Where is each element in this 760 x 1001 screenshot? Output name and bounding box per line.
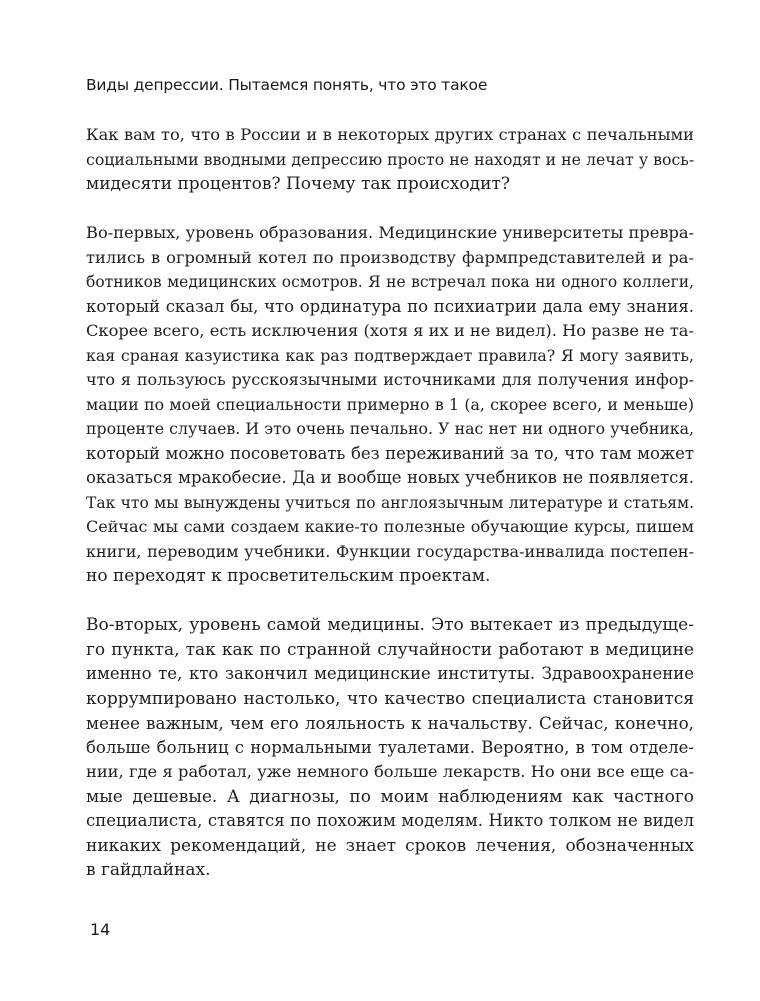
text-line: который можно посоветовать без переживаний за то, что там может — [86, 443, 694, 463]
text-line: го пункта, так как по странной случайности работают в медицине — [86, 639, 694, 660]
text-line: мые дешевые. А диагнозы, по моим наблюдениям как частного — [86, 786, 694, 807]
text-line: но переходят к просветительским проектам. — [86, 566, 491, 586]
text-line: мации по моей специальности примерно в 1 (а, скорее всего, и меньше) — [86, 394, 694, 414]
text-line: кая сраная казуистика как раз подтверждает правила? Я могу заявить, — [86, 345, 694, 365]
paragraph-2 — [86, 221, 694, 589]
text-line: нии, где я работал, уже немного больше лекарств. Но они все еще са- — [86, 762, 694, 781]
text-line: Во-первых, уровень образования. Медицинские университеты превра- — [86, 223, 695, 242]
text-line: оказаться мракобесие. Да и вообще новых учебников не появляется. — [86, 468, 694, 487]
text-line: ботников медицинских осмотров. Я не встречал пока ни одного коллеги, — [86, 273, 694, 291]
text-line: социальными вводными депрессию просто не находят и не лечат у вось- — [86, 149, 695, 169]
body-text — [86, 123, 694, 907]
text-line: мидесяти процентов? Почему так происходит? — [86, 174, 510, 194]
text-line: Во-вторых, уровень самой медицины. Это вытекает из предыдуще- — [86, 615, 694, 635]
text-line: в гайдлайнах. — [86, 860, 211, 880]
text-line: тились в огромный котел по производству фармпредставителей и ра- — [86, 247, 694, 267]
text-line: Как вам то, что в России и в некоторых других странах с печальными — [86, 125, 694, 144]
paragraph-1 — [86, 123, 694, 197]
text-line: больше больниц с нормальными туалетами. Вероятно, в том отделе- — [86, 737, 694, 757]
text-line: Сейчас мы сами создаем какие-то полезные обучающие курсы, пишем — [86, 517, 694, 536]
text-line: именно те, кто закончил медицинские институты. Здравоохранение — [86, 664, 694, 683]
text-line: книги, переводим учебники. Функции государства-инвалида постепен- — [86, 541, 694, 561]
paragraph-3 — [86, 613, 694, 883]
page-number: 14 — [90, 920, 111, 939]
text-line: менее важным, чем его лояльность к начальству. Сейчас, конечно, — [86, 713, 694, 733]
text-line: Так что мы вынуждены учиться по англоязычным литературе и статьям. — [86, 493, 694, 512]
text-line: коррумпировано настолько, что качество специалиста становится — [86, 688, 694, 709]
text-line: Скорее всего, есть исключения (хотя я их и не видел). Но разве не та- — [86, 321, 694, 340]
text-line: который сказал бы, что ординатура по психиатрии дала ему знания. — [86, 296, 694, 316]
text-line: никаких рекомендаций, не знает сроков лечения, обозначенных — [86, 835, 694, 856]
text-line: проценте случаев. И это очень печально. У нас нет ни одного учебника, — [86, 419, 694, 438]
text-line: специалиста, ставятся по похожим моделям. Никто толком не видел — [86, 811, 694, 830]
running-head: Виды депрессии. Пытаемся понять, что это такое — [86, 76, 488, 94]
text-line: что я пользуюсь русскоязычными источниками для получения инфор- — [86, 370, 694, 389]
